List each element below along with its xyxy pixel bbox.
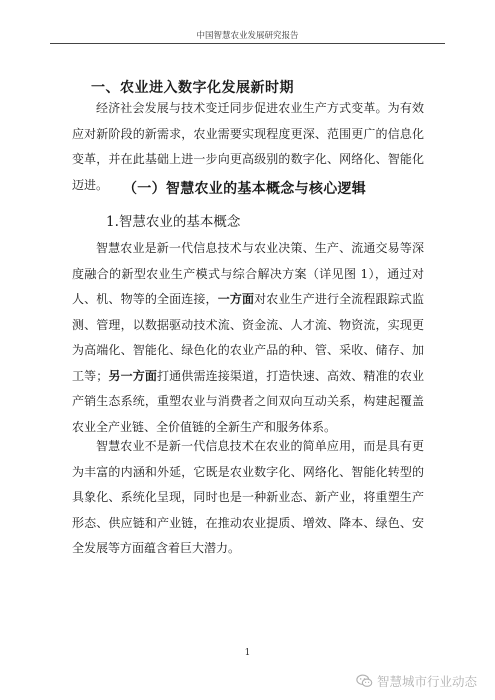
wechat-icon — [356, 674, 373, 688]
emphasis-second-aspect: 另一方面 — [108, 368, 158, 383]
paragraph-intro: 经济社会发展与技术变迁同步促进农业生产方式变革。为有效应对新阶段的新需求，农业需要实现程度更深、范围更广的信息化变革，并在此基础上进一步向更高级别的数字化、网络化、智能化迈进。 — [72, 101, 424, 192]
paragraph-concept-part3: 打通供需连接渠道，打造快速、高效、精准的农业产销生态系统，重塑农业与消费者之间双向互动关系，构建起覆盖农业全产业链、全价值链的全新生产和服务体系。 — [72, 368, 424, 434]
running-header: 中国智慧农业发展研究报告 — [196, 31, 299, 41]
subsection-heading: （一）智慧农业的基本概念与核心逻辑 — [123, 181, 367, 197]
watermark — [356, 672, 477, 690]
header-rule — [50, 43, 445, 44]
subsubsection-heading: 1.智慧农业的基本概念 — [106, 214, 241, 230]
page-number: 1 — [244, 648, 251, 658]
watermark-text: 智慧城市行业动态 — [376, 674, 477, 689]
paragraph-concept-part1: 智慧农业是新一代信息技术与农业决策、生产、流通交易等深度融合的新型农业生产模式与综合解决方案（详见图 1），通过对人、机、物等的全面连接， — [72, 241, 424, 306]
paragraph-concept — [72, 236, 424, 440]
section-heading: 一、农业进入数字化发展新时期 — [91, 80, 294, 96]
paragraph-scope: 智慧农业不是新一代信息技术在农业的简单应用，而是具有更为丰富的内涵和外延，它既是农业数字化、网络化、智能化转型的具象化、系统化呈现，同时也是一种新业态、新产业，将重塑生产形态、供应链和产业链，在推动农业提质、增效、降本、绿色、安全发展等方面蕴含着巨大潜力。 — [72, 439, 424, 555]
paragraph-concept-part2: 对农业生产进行全流程跟踪式监测、管理，以数据驱动技术流、资金流、人才流、物资流，实现更为高端化、智能化、绿色化的农业产品的种、管、采收、储存、加工等； — [72, 292, 424, 383]
emphasis-first-aspect: 一方面 — [217, 292, 255, 306]
